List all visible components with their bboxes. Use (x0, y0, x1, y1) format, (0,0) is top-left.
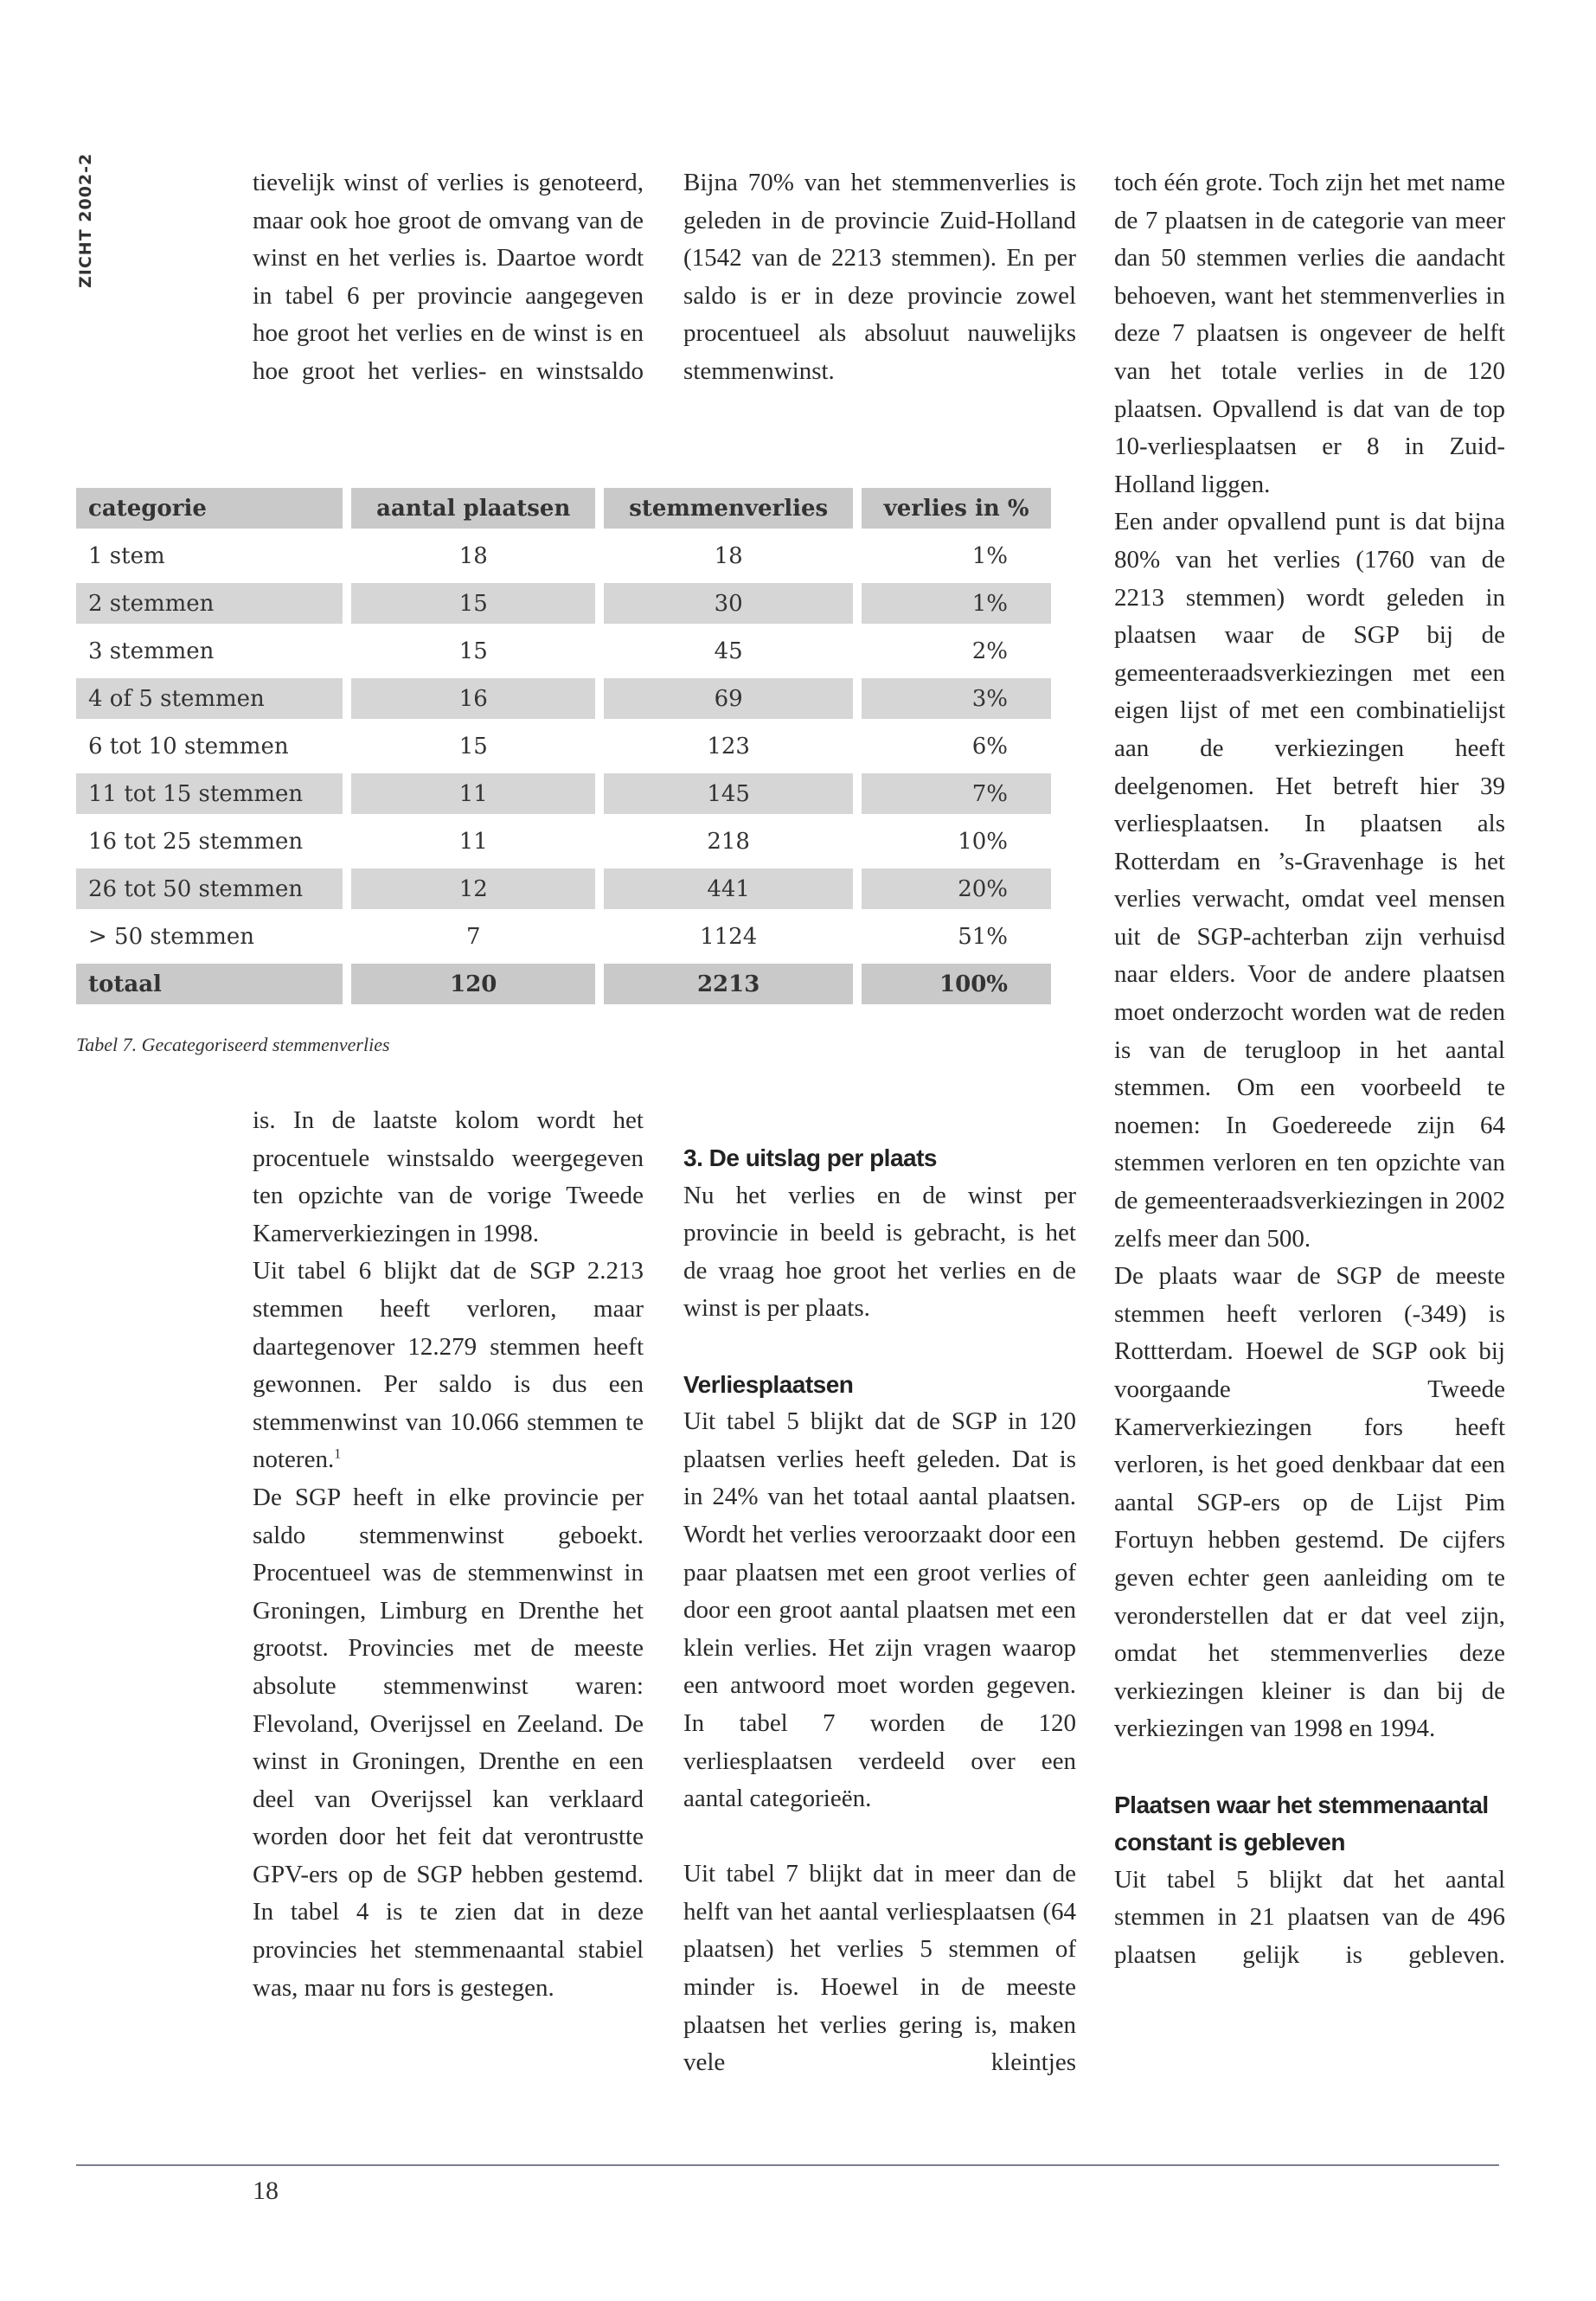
table-row (76, 773, 1051, 814)
cell-category: 6 tot 10 stemmen (76, 726, 343, 766)
paragraph: Uit tabel 5 blijkt dat de SGP in 120 plaatsen verlies heeft geleden. Dat is in 24% van het totaal aantal plaatsen. Wordt het verlies veroorzaakt door een paar plaatsen met een groot verlies of door een groot aantal plaatsen met een klein verlies. Het zijn vragen waarop een antwoord moet worden gegeven. In tabel 7 worden de 120 verliesplaatsen verdeeld over een aantal categorieën. (683, 1407, 1076, 1813)
cell-category: totaal (76, 964, 343, 1004)
paragraph: Een ander opvallend punt is dat bijna 80% van het verlies (1760 van de 2213 stemmen) wordt geleden in plaatsen waar de SGP bij de gemeenteraadsverkiezingen met een eigen lijst of met een combinatielijst aan de verkiezingen heeft deelgenomen. Het betreft hier 39 verliesplaatsen. In plaatsen als Rotterdam en ’s-Gravenhage is het verlies verwacht, omdat veel mensen uit de SGP-achterban zijn verhuisd naar elders. Voor de andere plaatsen moet onderzocht worden wat de reden is van de terugloop in het aantal stemmen. Om een voorbeeld te noemen: In Goedereede zijn 64 stemmen verloren en ten opzichte van de gemeenteraadsverkiezingen in 2002 zelfs meer dan 500. (1114, 508, 1505, 1253)
cell-category: 16 tot 25 stemmen (76, 821, 343, 862)
table-total-row (76, 964, 1051, 1004)
cell-category: 4 of 5 stemmen (76, 678, 343, 719)
column-3 (1114, 164, 1505, 1975)
cell-category: 26 tot 50 stemmen (76, 868, 343, 909)
cell-category: 3 stemmen (76, 631, 343, 671)
cell-places: 18 (351, 535, 595, 576)
table-row (76, 583, 1051, 624)
cell-category: > 50 stemmen (76, 916, 343, 957)
table-row (76, 868, 1051, 909)
cell-vote-loss: 1124 (604, 916, 853, 957)
table-row (76, 678, 1051, 719)
page-number: 18 (253, 2176, 279, 2205)
cell-places: 15 (351, 583, 595, 624)
table-row (76, 821, 1051, 862)
section-heading: 3. De uitslag per plaats (683, 1144, 937, 1171)
cell-loss-percent: 6% (862, 726, 1051, 766)
footnote-marker: 1 (334, 1446, 342, 1462)
cell-vote-loss: 2213 (604, 964, 853, 1004)
footer-divider (76, 2164, 1499, 2166)
paragraph: Uit tabel 7 blijkt dat in meer dan de helft van het aantal verliesplaatsen (64 plaatsen) het verlies 5 stemmen of minder is. Hoewel in de meeste plaatsen het verlies gering is, maken vele kleintjes (683, 1860, 1076, 2077)
cell-places: 16 (351, 678, 595, 719)
cell-loss-percent: 1% (862, 583, 1051, 624)
table-row (76, 726, 1051, 766)
cell-vote-loss: 145 (604, 773, 853, 814)
cell-loss-percent: 3% (862, 678, 1051, 719)
cell-vote-loss: 218 (604, 821, 853, 862)
journal-issue-label: ZICHT 2002-2 (76, 152, 95, 288)
paragraph: De plaats waar de SGP de meeste stemmen heeft verloren (-349) is Rottterdam. Hoewel de SGP ook bij voorgaande Tweede Kamerverkiezingen fors heeft verloren, is het goed denkbaar dat een aantal SGP-ers op de Lijst Pim Fortuyn hebben gestemd. De cijfers geven echter geen aanleiding om te veronderstellen dat er dat veel zijn, omdat het stemmenverlies deze verkiezingen kleiner is dan bij de verkiezingen van 1998 en 1994. (1114, 1262, 1505, 1743)
cell-category: 1 stem (76, 535, 343, 576)
paragraph (253, 1253, 644, 1479)
cell-places: 12 (351, 868, 595, 909)
header-category: categorie (76, 488, 343, 529)
spacer (1114, 1748, 1505, 1786)
vote-loss-table (67, 481, 1060, 1011)
cell-category: 2 stemmen (76, 583, 343, 624)
paragraph: De SGP heeft in elke provincie per saldo stemmenwinst geboekt. Procentueel was de stemmenwinst in Groningen, Limburg en Drenthe het grootst. Provincies met de meeste absolute stemmenwinst waren: Flevoland, Overijssel en Zeeland. De winst in Groningen, Drenthe en een deel van Overijssel kan verklaard worden door het feit dat verontrustte GPV-ers op de SGP hebben gestemd. In tabel 4 is te zien dat in deze provincies het stemmenaantal stabiel was, maar nu fors is gestegen. (253, 1483, 644, 2002)
column-1-bottom (253, 1102, 644, 2007)
column-2-bottom (683, 1139, 1076, 2082)
cell-vote-loss: 18 (604, 535, 853, 576)
paragraph: is. In de laatste kolom wordt het procentuele winstsaldo weergegeven ten opzichte van de vorige Tweede Kamerverkiezingen in 1998. (253, 1106, 644, 1247)
header-loss-percent: verlies in % (862, 488, 1051, 529)
column-1-top (253, 164, 644, 391)
section-heading: Plaatsen waar het stemmenaantal constant is gebleven (1114, 1791, 1489, 1856)
paragraph: Uit tabel 5 blijkt dat het aantal stemmen in 21 plaatsen van de 496 plaatsen gelijk is gebleven. (1114, 1865, 1505, 1969)
paragraph: Bijna 70% van het stemmenverlies is geleden in de provincie Zuid-Holland (1542 van de 2213 stemmen). En per saldo is er in deze provincie zowel procentueel als absoluut nauwelijks stemmenwinst. (683, 169, 1076, 385)
paragraph: tievelijk winst of verlies is genoteerd, maar ook hoe groot de omvang van de winst en het verlies is. Daartoe wordt in tabel 6 per provincie aangegeven hoe groot het verlies en de winst is en hoe groot het verlies- en winstsaldo (253, 169, 644, 385)
cell-vote-loss: 30 (604, 583, 853, 624)
column-2-top (683, 164, 1076, 391)
cell-places: 11 (351, 773, 595, 814)
table-caption: Tabel 7. Gecategoriseerd stemmenverlies (76, 1034, 390, 1055)
cell-places: 120 (351, 964, 595, 1004)
table-row (76, 631, 1051, 671)
cell-loss-percent: 10% (862, 821, 1051, 862)
cell-vote-loss: 69 (604, 678, 853, 719)
cell-loss-percent: 7% (862, 773, 1051, 814)
cell-vote-loss: 123 (604, 726, 853, 766)
table-row (76, 535, 1051, 576)
cell-loss-percent: 51% (862, 916, 1051, 957)
cell-places: 7 (351, 916, 595, 957)
subsection-heading: Verliesplaatsen (683, 1370, 854, 1398)
cell-loss-percent: 2% (862, 631, 1051, 671)
cell-vote-loss: 441 (604, 868, 853, 909)
cell-loss-percent: 1% (862, 535, 1051, 576)
paragraph: Nu het verlies en de winst per provincie in beeld is gebracht, is het de vraag hoe groot het verlies en de winst is per plaats. (683, 1181, 1076, 1323)
spacer (683, 1328, 1076, 1366)
cell-loss-percent: 100% (862, 964, 1051, 1004)
cell-loss-percent: 20% (862, 868, 1051, 909)
cell-category: 11 tot 15 stemmen (76, 773, 343, 814)
cell-places: 11 (351, 821, 595, 862)
cell-vote-loss: 45 (604, 631, 853, 671)
table-row (76, 916, 1051, 957)
cell-places: 15 (351, 726, 595, 766)
table-header-row (76, 488, 1051, 529)
spacer (683, 1818, 1076, 1856)
cell-places: 15 (351, 631, 595, 671)
header-vote-loss: stemmenverlies (604, 488, 853, 529)
header-places: aantal plaatsen (351, 488, 595, 529)
paragraph: toch één grote. Toch zijn het met name de 7 plaatsen in de categorie van meer dan 50 stemmen verlies die aandacht behoeven, want het stemmenverlies in deze 7 plaatsen is ongeveer de helft van het totale verlies in de 120 plaatsen. Opvallend is dat van de top 10-verliesplaatsen er 8 in Zuid-Holland liggen. (1114, 169, 1505, 498)
paragraph-text: Uit tabel 6 blijkt dat de SGP 2.213 stemmen heeft verloren, maar daartegenover 12.279 stemmen heeft gewonnen. Per saldo is dus een stemmenwinst van 10.066 stemmen te noteren. (253, 1257, 644, 1474)
